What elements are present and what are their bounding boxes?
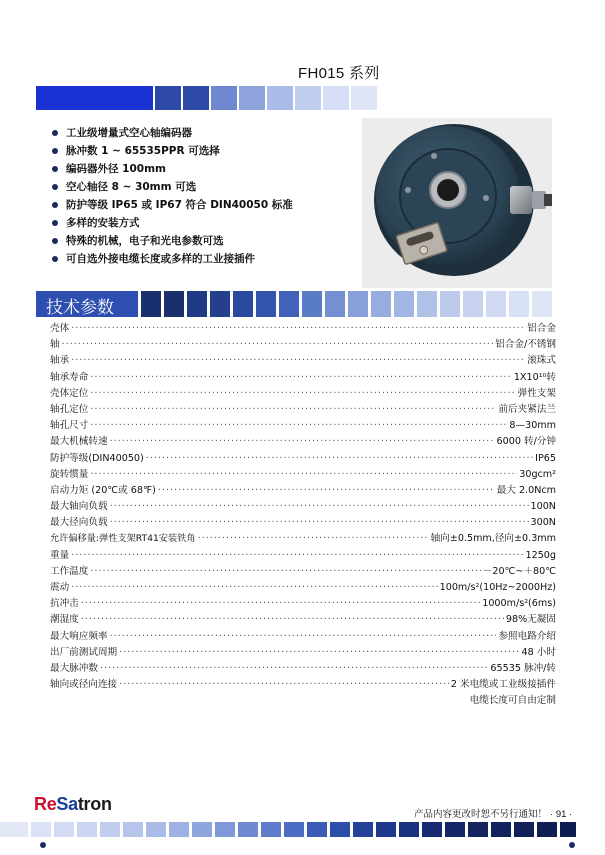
spec-value: 滚珠式 <box>527 355 556 367</box>
leader-dots <box>81 614 504 625</box>
spec-label: 壳体定位 <box>50 387 89 399</box>
spec-label: 最大轴向负载 <box>50 501 108 513</box>
spec-value: －20℃~＋80℃ <box>482 565 556 577</box>
spec-value: 前后夹紧法兰 <box>498 403 556 415</box>
spec-value: 轴向±0.5mm,径向±0.3mm <box>430 533 556 545</box>
spec-value: 2 米电缆或工业级接插件 <box>450 679 556 691</box>
spec-label: 潮湿度 <box>50 614 79 626</box>
spec-row <box>50 320 556 336</box>
leader-dots <box>62 339 494 350</box>
spec-label: 出厂前测试周期 <box>50 646 118 658</box>
leader-dots <box>100 663 488 674</box>
bottom-right-dot <box>569 842 575 848</box>
leader-dots <box>110 436 495 447</box>
spec-value: 1250g <box>525 549 556 561</box>
spec-row <box>50 369 556 385</box>
specs-title: 技术参数 <box>46 298 114 318</box>
leader-dots <box>90 372 511 383</box>
leader-dots <box>90 566 480 577</box>
leader-dots <box>90 404 496 415</box>
specs-section-header <box>36 291 138 317</box>
footer-note <box>414 806 572 820</box>
feature-item: 多样的安装方式 <box>52 214 293 232</box>
spec-label: 启动力矩 (20℃或 68℉) <box>50 484 156 496</box>
spec-row <box>50 611 556 627</box>
specs-table <box>50 320 556 709</box>
spec-value: 65535 脉冲/转 <box>490 662 556 674</box>
spec-value: 1000m/s²(6ms) <box>482 598 556 610</box>
spec-row <box>50 466 556 482</box>
leader-dots <box>198 533 429 544</box>
spec-row <box>50 579 556 595</box>
leader-dots <box>71 550 523 561</box>
product-photo <box>362 118 552 288</box>
spec-row <box>50 628 556 644</box>
spec-row <box>50 547 556 563</box>
spec-row <box>50 336 556 352</box>
feature-item: 防护等级 IP65 或 IP67 符合 DIN40050 标准 <box>52 196 293 214</box>
spec-value: 弹性支架 <box>517 387 556 399</box>
spec-value: 铝合金 <box>527 323 556 334</box>
spec-label: 防护等级(DIN40050) <box>50 452 144 464</box>
logo-letter-r: R <box>34 794 47 814</box>
spec-label: 允许偏移量:弹性支架RT41安装铁角 <box>50 533 196 545</box>
spec-row-continuation <box>50 692 556 708</box>
feature-item: 空心轴径 8 ~ 30mm 可选 <box>52 178 293 196</box>
spec-value: 8—30mm <box>509 420 556 432</box>
spec-value: 铝合金/不锈钢 <box>495 339 556 351</box>
leader-dots <box>71 355 525 366</box>
footer-color-band <box>0 822 576 837</box>
spec-label: 壳体 <box>50 323 70 334</box>
spec-value: 参照电路介绍 <box>498 630 556 642</box>
spec-value-extra: 电缆长度可自由定制 <box>469 695 556 707</box>
spec-row <box>50 482 556 498</box>
feature-item: 工业级增量式空心轴编码器 <box>52 124 293 142</box>
leader-dots <box>71 323 525 334</box>
leader-dots <box>110 631 497 642</box>
leader-dots <box>119 679 449 690</box>
spec-label: 重量 <box>50 549 70 561</box>
spec-value: 100N <box>530 501 556 513</box>
spec-label: 轴承寿命 <box>50 371 89 383</box>
page-title: FH015 系列 <box>298 65 380 82</box>
header-color-band <box>36 86 377 110</box>
leader-dots <box>146 453 533 464</box>
spec-row <box>50 352 556 368</box>
spec-value: 48 小时 <box>521 646 556 658</box>
spec-value: 98%无凝固 <box>505 614 556 626</box>
spec-row <box>50 401 556 417</box>
feature-item: 脉冲数 1 ~ 65535PPR 可选择 <box>52 142 293 160</box>
logo-letter-e: e <box>46 794 57 814</box>
encoder-image <box>362 118 552 288</box>
leader-dots <box>110 517 529 528</box>
leader-dots <box>71 582 437 593</box>
leader-dots <box>110 501 529 512</box>
spec-label: 旋转惯量 <box>50 468 89 480</box>
spec-value: 100m/s²(10Hz~2000Hz) <box>439 582 556 593</box>
spec-label: 工作温度 <box>50 565 89 577</box>
spec-row <box>50 644 556 660</box>
disclaimer-text: 产品内容更改时恕不另行通知！ <box>414 809 548 820</box>
spec-row <box>50 514 556 530</box>
leader-dots <box>81 598 480 609</box>
feature-item: 可自选外接电缆长度或多样的工业接插件 <box>52 250 293 268</box>
page-number: · 91 · <box>550 809 573 820</box>
logo-letters-tron: tron <box>77 794 112 814</box>
spec-row <box>50 676 556 692</box>
spec-row <box>50 498 556 514</box>
spec-label: 最大机械转速 <box>50 436 108 448</box>
spec-label: 最大响应频率 <box>50 630 108 642</box>
spec-value: 30gcm² <box>519 468 556 480</box>
spec-label: 轴承 <box>50 355 70 367</box>
spec-label: 最大径向负载 <box>50 517 108 529</box>
spec-label: 震动 <box>50 582 70 593</box>
leader-dots <box>90 420 507 431</box>
spec-row <box>50 385 556 401</box>
feature-item: 特殊的机械，电子和光电参数可选 <box>52 232 293 250</box>
leader-dots <box>158 485 495 496</box>
leader-dots <box>119 647 519 658</box>
spec-row <box>50 595 556 611</box>
spec-value: IP65 <box>535 452 556 464</box>
spec-row <box>50 450 556 466</box>
spec-label: 轴向或径向连接 <box>50 679 118 691</box>
spec-value: 最大 2.0Ncm <box>496 484 556 496</box>
spec-row <box>50 530 556 546</box>
leader-dots <box>90 388 515 399</box>
feature-list <box>52 124 293 268</box>
spec-label: 轴孔定位 <box>50 403 89 415</box>
spec-row <box>50 417 556 433</box>
spec-value: 300N <box>530 517 556 529</box>
spec-value: 1X10¹⁰转 <box>513 371 556 383</box>
bottom-left-dot <box>40 842 46 848</box>
spec-row <box>50 563 556 579</box>
specs-color-band <box>141 291 555 317</box>
spec-label: 轴 <box>50 339 60 351</box>
leader-dots <box>90 469 517 480</box>
logo-letters-sa: Sa <box>56 794 78 814</box>
company-logo <box>34 794 112 815</box>
spec-label: 最大脉冲数 <box>50 662 98 674</box>
spec-row <box>50 660 556 676</box>
spec-value: 6000 转/分钟 <box>496 436 556 448</box>
feature-item: 编码器外径 100mm <box>52 160 293 178</box>
spec-label: 轴孔尺寸 <box>50 420 89 432</box>
spec-row <box>50 433 556 449</box>
spec-label: 抗冲击 <box>50 598 79 610</box>
